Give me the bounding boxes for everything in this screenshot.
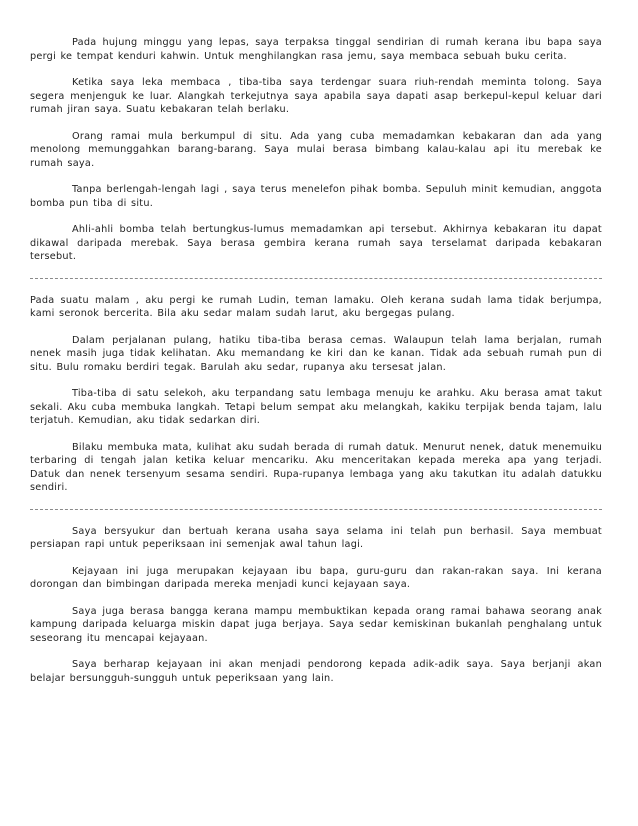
paragraph: Pada suatu malam , aku pergi ke rumah Ludin, teman lamaku. Oleh kerana sudah lama tidak berjumpa, kami seronok bercerita. Bila aku sedar malam sudah larut, aku bergegas pulang. [30,294,602,319]
essay-section-3 [30,525,602,686]
paragraph: Tiba-tiba di satu selekoh, aku terpandang satu lembaga menuju ke arahku. Aku berasa amat takut sekali. Aku cuba membuka langkah. Tetapi belum sempat aku melangkah, kakiku terpijak benda tajam, lalu terjatuh. Kemudian, aku tidak sedarkan diri. [30,388,602,426]
paragraph: Bilaku membuka mata, kulihat aku sudah berada di rumah datuk. Menurut nenek, datuk menemuiku terbaring di tengah jalan ketika keluar mencariku. Aku menceritakan kepada mereka apa yang terjadi. Datuk dan nenek tersenyum sesama sendiri. Rupa-rupanya lembaga yang aku takutkan itu adalah datukku sendiri. [30,441,602,493]
essay-section-1 [30,36,602,264]
paragraph: Pada hujung minggu yang lepas, saya terpaksa tinggal sendirian di rumah kerana ibu bapa saya pergi ke tempat kenduri kahwin. Untuk menghilangkan rasa jemu, saya membaca sebuah buku cerita. [30,37,602,62]
paragraph: Kejayaan ini juga merupakan kejayaan ibu bapa, guru-guru dan rakan-rakan saya. Ini kerana dorongan dan bimbingan daripada mereka menjadi kunci kejayaan saya. [30,565,602,590]
paragraph: Saya berharap kejayaan ini akan menjadi pendorong kepada adik-adik saya. Saya berjanji akan belajar bersungguh-sungguh untuk peperiksaan yang lain. [30,659,602,684]
essay-section-2 [30,294,602,495]
paragraph: Dalam perjalanan pulang, hatiku tiba-tiba berasa cemas. Walaupun telah lama berjalan, rumah nenek masih juga tidak kelihatan. Aku memandang ke kiri dan ke kanan. Tidak ada sebuah rumah pun di situ. Bulu romaku berdiri tegak. Barulah aku sedar, rupanya aku tersesat jalan. [30,334,602,373]
paragraph: Saya bersyukur dan bertuah kerana usaha saya selama ini telah pun berhasil. Saya membuat persiapan rapi untuk peperiksaan ini semenjak awal tahun lagi. [30,525,602,550]
paragraph: Ahli-ahli bomba telah bertungkus-lumus memadamkan api tersebut. Akhirnya kebakaran itu dapat dikawal daripada merebak. Saya berasa gembira kerana rumah saya terselamat daripada kebakaran tersebut. [30,224,602,262]
paragraph: Orang ramai mula berkumpul di situ. Ada yang cuba memadamkan kebakaran dan ada yang menolong memunggahkan barang-barang. Saya mulai berasa bimbang kalau-kalau api itu merebak ke rumah saya. [30,130,602,169]
document-page [30,36,602,685]
dashed-divider [30,278,602,279]
dashed-divider [30,509,602,510]
paragraph: Saya juga berasa bangga kerana mampu membuktikan kepada orang ramai bahawa seorang anak kampung daripada keluarga miskin dapat juga berjaya. Saya sedar kemiskinan bukanlah penghalang untuk seseorang itu mencapai kejayaan. [30,605,602,644]
paragraph: Tanpa berlengah-lengah lagi , saya terus menelefon pihak bomba. Sepuluh minit kemudian, anggota bomba pun tiba di situ. [30,184,602,209]
paragraph: Ketika saya leka membaca , tiba-tiba saya terdengar suara riuh-rendah meminta tolong. Saya segera menjenguk ke luar. Alangkah terkejutnya saya apabila saya dapati asap berkepul-kepul keluar dari rumah jiran saya. Suatu kebakaran telah berlaku. [30,77,602,115]
